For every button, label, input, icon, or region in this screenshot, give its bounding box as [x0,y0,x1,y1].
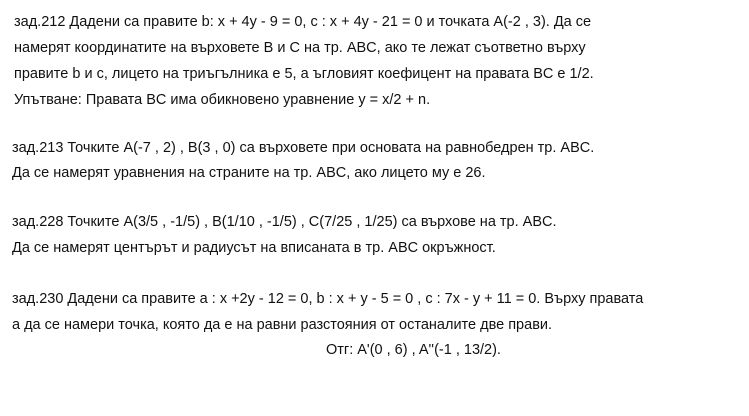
problem-230-line-1: зад.230 Дадени са правите a : x +2y - 12 = 0, b : x + y - 5 = 0 , c : 7x - y + 11 = 0. Върху правата [12,291,644,307]
problem-230-line-2: a да се намери точка, която да е на равни разстояния от останалите две прави. [12,317,553,333]
problem-212-line-3: правите b и c, лицето на триъгълника е 5, а ъгловият коефицент на правата BC е 1/2. [14,66,594,82]
problem-212-line-1: зад.212 Дадени са правите b: x + 4y - 9 = 0, c : x + 4y - 21 = 0 и точката A(-2 , 3). Да се [14,14,592,30]
problem-228-line-2: Да се намерят центърът и радиусът на вписаната в тр. ABC окръжност. [12,240,496,256]
problem-228-line-1: зад.228 Точките A(3/5 , -1/5) , B(1/10 , -1/5) , C(7/25 , 1/25) са върхове на тр. ABC. [12,214,557,230]
problem-212-hint: Упътване: Правата BC има обикновено уравнение y = x/2 + n. [14,92,431,108]
problem-212-line-2: намерят координатите на върховете B и C на тр. ABC, ако те лежат съответно върху [14,40,586,56]
problem-213-line-2: Да се намерят уравнения на страните на тр. ABC, ако лицето му е 26. [12,165,486,181]
problem-213-line-1: зад.213 Точките A(-7 , 2) , B(3 , 0) са върховете при основата на равнобедрен тр. ABC. [12,140,595,156]
problem-230-answer: Отг: A'(0 , 6) , A''(-1 , 13/2). [326,342,501,358]
